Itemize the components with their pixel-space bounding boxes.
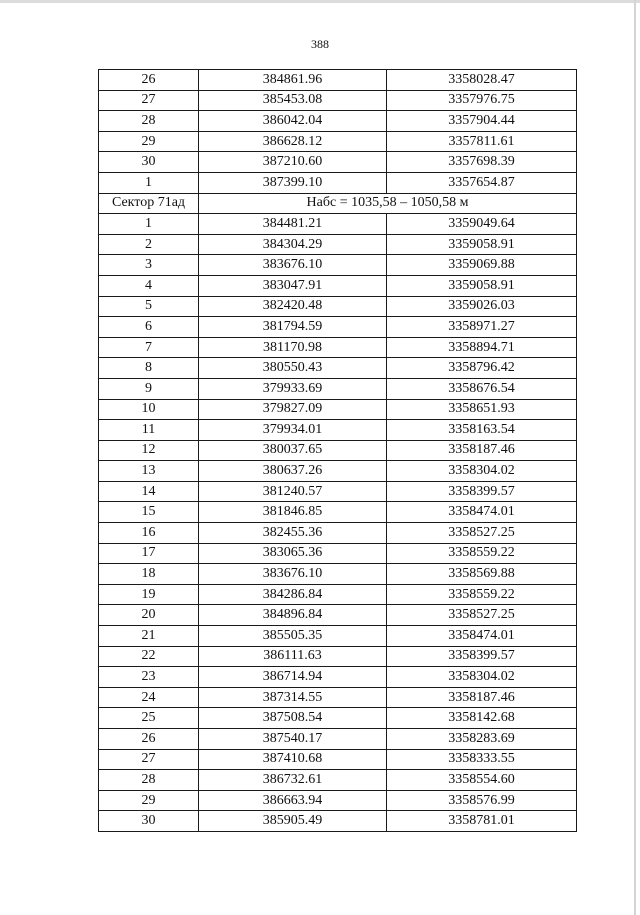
point-number: 23 bbox=[99, 667, 199, 688]
table-row bbox=[99, 502, 577, 523]
y-coordinate: 3358283.69 bbox=[387, 729, 577, 750]
x-coordinate: 387314.55 bbox=[199, 687, 387, 708]
table-row bbox=[99, 440, 577, 461]
point-number: 6 bbox=[99, 317, 199, 338]
scan-edge-top bbox=[0, 0, 640, 3]
point-number: 26 bbox=[99, 70, 199, 91]
table-row bbox=[99, 626, 577, 647]
point-number: 13 bbox=[99, 461, 199, 482]
table-row bbox=[99, 481, 577, 502]
y-coordinate: 3358527.25 bbox=[387, 523, 577, 544]
point-number: 22 bbox=[99, 646, 199, 667]
x-coordinate: 382455.36 bbox=[199, 523, 387, 544]
point-number: 30 bbox=[99, 152, 199, 173]
table-row bbox=[99, 811, 577, 832]
point-number: 11 bbox=[99, 420, 199, 441]
y-coordinate: 3358554.60 bbox=[387, 770, 577, 791]
x-coordinate: 381794.59 bbox=[199, 317, 387, 338]
x-coordinate: 387399.10 bbox=[199, 172, 387, 193]
point-number: 21 bbox=[99, 626, 199, 647]
coordinates-table-body bbox=[99, 70, 577, 832]
table-row bbox=[99, 584, 577, 605]
table-row bbox=[99, 399, 577, 420]
y-coordinate: 3359058.91 bbox=[387, 275, 577, 296]
table-row bbox=[99, 461, 577, 482]
y-coordinate: 3359026.03 bbox=[387, 296, 577, 317]
table-row bbox=[99, 70, 577, 91]
point-number: 2 bbox=[99, 234, 199, 255]
y-coordinate: 3357811.61 bbox=[387, 131, 577, 152]
point-number: 16 bbox=[99, 523, 199, 544]
point-number: 27 bbox=[99, 749, 199, 770]
y-coordinate: 3358527.25 bbox=[387, 605, 577, 626]
point-number: 12 bbox=[99, 440, 199, 461]
point-number: 17 bbox=[99, 543, 199, 564]
y-coordinate: 3358796.42 bbox=[387, 358, 577, 379]
y-coordinate: 3358028.47 bbox=[387, 70, 577, 91]
x-coordinate: 381170.98 bbox=[199, 337, 387, 358]
point-number: 1 bbox=[99, 172, 199, 193]
point-number: 26 bbox=[99, 729, 199, 750]
x-coordinate: 383676.10 bbox=[199, 255, 387, 276]
table-row bbox=[99, 337, 577, 358]
table-row bbox=[99, 152, 577, 173]
y-coordinate: 3358399.57 bbox=[387, 481, 577, 502]
table-row bbox=[99, 770, 577, 791]
point-number: 14 bbox=[99, 481, 199, 502]
y-coordinate: 3358333.55 bbox=[387, 749, 577, 770]
x-coordinate: 382420.48 bbox=[199, 296, 387, 317]
table-row bbox=[99, 90, 577, 111]
x-coordinate: 384286.84 bbox=[199, 584, 387, 605]
table-row bbox=[99, 131, 577, 152]
x-coordinate: 384481.21 bbox=[199, 214, 387, 235]
point-number: 3 bbox=[99, 255, 199, 276]
x-coordinate: 379934.01 bbox=[199, 420, 387, 441]
coordinates-table bbox=[98, 69, 577, 832]
point-number: 28 bbox=[99, 770, 199, 791]
x-coordinate: 386663.94 bbox=[199, 790, 387, 811]
x-coordinate: 380637.26 bbox=[199, 461, 387, 482]
table-row bbox=[99, 358, 577, 379]
y-coordinate: 3358474.01 bbox=[387, 502, 577, 523]
scan-edge-right bbox=[634, 0, 636, 915]
y-coordinate: 3358142.68 bbox=[387, 708, 577, 729]
table-row bbox=[99, 729, 577, 750]
y-coordinate: 3358894.71 bbox=[387, 337, 577, 358]
y-coordinate: 3358163.54 bbox=[387, 420, 577, 441]
point-number: 28 bbox=[99, 111, 199, 132]
point-number: 20 bbox=[99, 605, 199, 626]
x-coordinate: 384304.29 bbox=[199, 234, 387, 255]
x-coordinate: 386732.61 bbox=[199, 770, 387, 791]
x-coordinate: 387410.68 bbox=[199, 749, 387, 770]
y-coordinate: 3357654.87 bbox=[387, 172, 577, 193]
point-number: 1 bbox=[99, 214, 199, 235]
x-coordinate: 383676.10 bbox=[199, 564, 387, 585]
point-number: 25 bbox=[99, 708, 199, 729]
point-number: 29 bbox=[99, 131, 199, 152]
y-coordinate: 3358576.99 bbox=[387, 790, 577, 811]
point-number: 18 bbox=[99, 564, 199, 585]
y-coordinate: 3358971.27 bbox=[387, 317, 577, 338]
point-number: 8 bbox=[99, 358, 199, 379]
page-number: 388 bbox=[311, 37, 329, 51]
x-coordinate: 385453.08 bbox=[199, 90, 387, 111]
table-row bbox=[99, 111, 577, 132]
table-row bbox=[99, 214, 577, 235]
point-number: 24 bbox=[99, 687, 199, 708]
table-row bbox=[99, 708, 577, 729]
table-row bbox=[99, 296, 577, 317]
point-number: 29 bbox=[99, 790, 199, 811]
table-row bbox=[99, 605, 577, 626]
table-row bbox=[99, 564, 577, 585]
x-coordinate: 381846.85 bbox=[199, 502, 387, 523]
y-coordinate: 3357698.39 bbox=[387, 152, 577, 173]
x-coordinate: 386714.94 bbox=[199, 667, 387, 688]
table-row bbox=[99, 317, 577, 338]
x-coordinate: 380037.65 bbox=[199, 440, 387, 461]
x-coordinate: 386111.63 bbox=[199, 646, 387, 667]
x-coordinate: 386628.12 bbox=[199, 131, 387, 152]
y-coordinate: 3359049.64 bbox=[387, 214, 577, 235]
sector-elevation: Набс = 1035,58 – 1050,58 м bbox=[199, 193, 577, 214]
table-row bbox=[99, 255, 577, 276]
table-row bbox=[99, 646, 577, 667]
x-coordinate: 383047.91 bbox=[199, 275, 387, 296]
table-row bbox=[99, 749, 577, 770]
y-coordinate: 3357904.44 bbox=[387, 111, 577, 132]
point-number: 10 bbox=[99, 399, 199, 420]
point-number: 19 bbox=[99, 584, 199, 605]
table-row bbox=[99, 543, 577, 564]
point-number: 15 bbox=[99, 502, 199, 523]
y-coordinate: 3358304.02 bbox=[387, 461, 577, 482]
x-coordinate: 383065.36 bbox=[199, 543, 387, 564]
y-coordinate: 3358399.57 bbox=[387, 646, 577, 667]
y-coordinate: 3358187.46 bbox=[387, 440, 577, 461]
sector-header-row bbox=[99, 193, 577, 214]
y-coordinate: 3358304.02 bbox=[387, 667, 577, 688]
x-coordinate: 379933.69 bbox=[199, 378, 387, 399]
y-coordinate: 3358651.93 bbox=[387, 399, 577, 420]
x-coordinate: 387210.60 bbox=[199, 152, 387, 173]
x-coordinate: 385505.35 bbox=[199, 626, 387, 647]
x-coordinate: 384861.96 bbox=[199, 70, 387, 91]
y-coordinate: 3357976.75 bbox=[387, 90, 577, 111]
table-row bbox=[99, 275, 577, 296]
table-row bbox=[99, 790, 577, 811]
x-coordinate: 381240.57 bbox=[199, 481, 387, 502]
x-coordinate: 384896.84 bbox=[199, 605, 387, 626]
y-coordinate: 3358781.01 bbox=[387, 811, 577, 832]
point-number: 9 bbox=[99, 378, 199, 399]
table-row bbox=[99, 420, 577, 441]
y-coordinate: 3358569.88 bbox=[387, 564, 577, 585]
y-coordinate: 3358187.46 bbox=[387, 687, 577, 708]
y-coordinate: 3359058.91 bbox=[387, 234, 577, 255]
point-number: 7 bbox=[99, 337, 199, 358]
y-coordinate: 3358559.22 bbox=[387, 543, 577, 564]
table-row bbox=[99, 687, 577, 708]
x-coordinate: 379827.09 bbox=[199, 399, 387, 420]
y-coordinate: 3358559.22 bbox=[387, 584, 577, 605]
y-coordinate: 3358474.01 bbox=[387, 626, 577, 647]
y-coordinate: 3359069.88 bbox=[387, 255, 577, 276]
x-coordinate: 386042.04 bbox=[199, 111, 387, 132]
table-row bbox=[99, 523, 577, 544]
sector-label: Сектор 71ад bbox=[99, 193, 199, 214]
point-number: 4 bbox=[99, 275, 199, 296]
x-coordinate: 387508.54 bbox=[199, 708, 387, 729]
point-number: 5 bbox=[99, 296, 199, 317]
point-number: 30 bbox=[99, 811, 199, 832]
x-coordinate: 385905.49 bbox=[199, 811, 387, 832]
table-row bbox=[99, 172, 577, 193]
point-number: 27 bbox=[99, 90, 199, 111]
table-row bbox=[99, 234, 577, 255]
y-coordinate: 3358676.54 bbox=[387, 378, 577, 399]
x-coordinate: 387540.17 bbox=[199, 729, 387, 750]
x-coordinate: 380550.43 bbox=[199, 358, 387, 379]
table-row bbox=[99, 667, 577, 688]
table-row bbox=[99, 378, 577, 399]
